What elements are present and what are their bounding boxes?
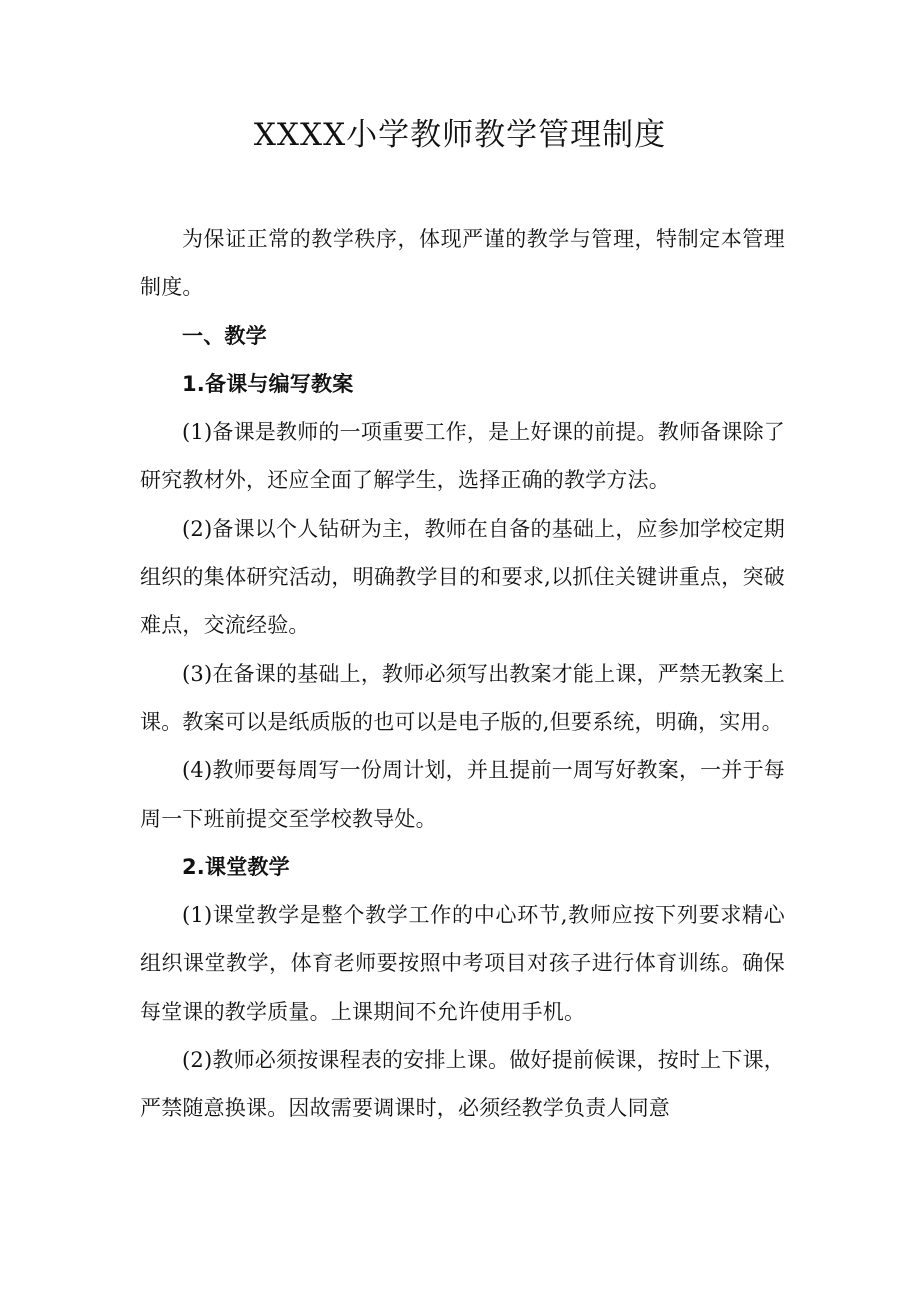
subsection-heading-classroom: 2.课堂教学: [182, 854, 290, 879]
subsection-heading-lesson-prep: 1.备课与编写教案: [182, 371, 354, 396]
paragraph-classroom-1: (1)课堂教学是整个教学工作的中心环节,教师应按下列要求精心组织课堂教学，体育老师要按照中考项目对孩子进行体育训练。确保每堂课的教学质量。上课期间不允许使用手机。: [140, 903, 785, 1024]
section-heading-teaching: 一、教学: [182, 323, 267, 348]
paragraph-prep-1: (1)备课是教师的一项重要工作，是上好课的前提。教师备课除了研究教材外，还应全面了解学生，选择正确的教学方法。: [140, 420, 785, 493]
paragraph-prep-2: (2)备课以个人钻研为主，教师在自备的基础上，应参加学校定期组织的集体研究活动，明确教学目的和要求,以抓住关键讲重点，突破难点，交流经验。: [140, 516, 785, 638]
paragraph-prep-3: (3)在备课的基础上，教师必须写出教案才能上课，严禁无教案上课。教案可以是纸质版的也可以是电子版的,但要系统，明确，实用。: [140, 661, 785, 734]
document-title: XXXX小学教师教学管理制度: [253, 117, 667, 153]
document-body: [140, 215, 785, 1133]
paragraph-classroom-2: (2)教师必须按课程表的安排上课。做好提前候课，按时上下课，严禁随意换课。因故需要调课时，必须经教学负责人同意: [140, 1048, 785, 1121]
paragraph-prep-4: (4)教师要每周写一份周计划，并且提前一周写好教案，一并于每周一下班前提交至学校教导处。: [140, 758, 785, 831]
paragraph-intro: 为保证正常的教学秩序，体现严谨的教学与管理，特制定本管理制度。: [140, 227, 785, 300]
